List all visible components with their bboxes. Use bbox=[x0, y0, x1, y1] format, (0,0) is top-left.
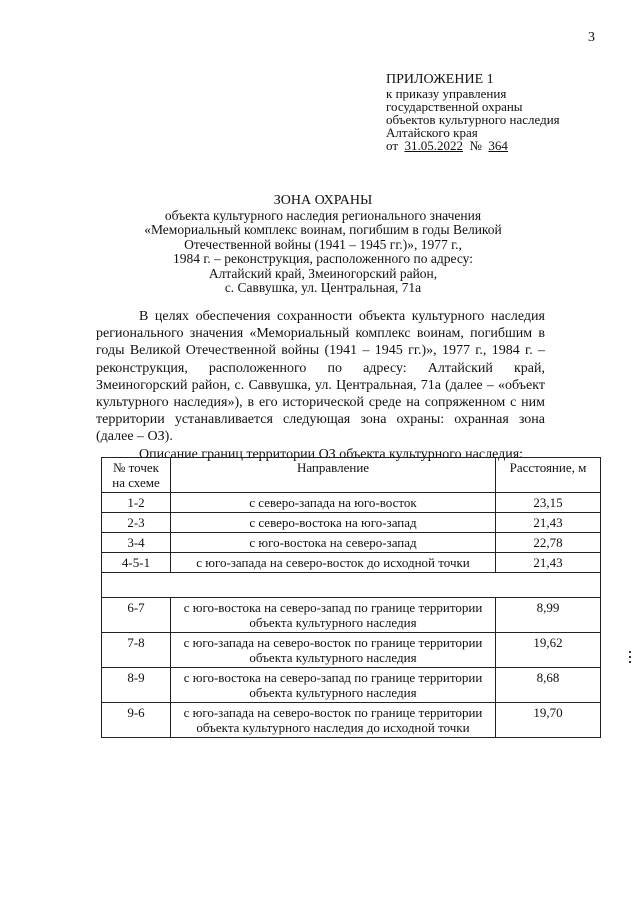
table-header-row bbox=[102, 458, 601, 493]
appendix-line: к приказу управления bbox=[386, 86, 507, 101]
document-title bbox=[100, 194, 546, 296]
cell-distance: 21,43 bbox=[496, 553, 601, 573]
header-points bbox=[102, 458, 171, 493]
intro-paragraph: В целях обеспечения сохранности объекта культурного наследия регионального значения «Мемориальный комплекс воинам, погибшим в годы Великой Отечественной войны (1941 – 1945 гг.)», 1977 г., 1984 г. – реконструкция, расположенного по адресу: Алтайский край, Змеиногорский район, с. Саввушка, ул. Центральная, 71а (далее – «объект культурного наследия»), в его исторической среде на сопряженном с ним территории устанавливается следующая зона охраны: охранная зона (далее – ОЗ). bbox=[96, 309, 545, 445]
title-line: 1984 г. – реконструкция, расположенного по адресу: bbox=[173, 251, 473, 266]
header-direction: Направление bbox=[171, 458, 496, 493]
appendix-header bbox=[386, 73, 560, 152]
cell-direction: с юго-востока на северо-запад bbox=[171, 533, 496, 553]
table-spacer-row bbox=[102, 573, 601, 598]
cell-distance: 21,43 bbox=[496, 513, 601, 533]
table-row bbox=[102, 633, 601, 668]
cell-direction: с северо-востока на юго-запад bbox=[171, 513, 496, 533]
number-sign: № bbox=[469, 138, 482, 153]
title-line: Алтайский край, Змеиногорский район, bbox=[208, 265, 438, 281]
header-distance: Расстояние, м bbox=[496, 458, 601, 493]
cell-distance: 22,78 bbox=[496, 533, 601, 553]
cell-distance: 19,62 bbox=[496, 633, 601, 668]
cell-points: 1-2 bbox=[102, 493, 171, 513]
order-number: 364 bbox=[488, 138, 508, 153]
table-row bbox=[102, 553, 601, 573]
cell-points: 2-3 bbox=[102, 513, 171, 533]
cell-direction: с северо-запада на юго-восток bbox=[171, 493, 496, 513]
cell-distance: 23,15 bbox=[496, 493, 601, 513]
appendix-title: ПРИЛОЖЕНИЕ 1 bbox=[386, 72, 494, 87]
cell-direction: с юго-востока на северо-запад по границе территории объекта культурного наследия bbox=[171, 598, 496, 633]
cell-distance: 8,99 bbox=[496, 598, 601, 633]
header-points-line1: № точек bbox=[113, 460, 159, 475]
appendix-date-line bbox=[386, 139, 560, 152]
cell-points: 9-6 bbox=[102, 703, 171, 738]
intro-text bbox=[96, 308, 545, 463]
cell-points: 4-5-1 bbox=[102, 553, 171, 573]
appendix-line: Алтайского края bbox=[386, 125, 478, 140]
table-row bbox=[102, 513, 601, 533]
cell-direction: с юго-запада на северо-восток по границе территории объекта культурного наследия до исходной точки bbox=[171, 703, 496, 738]
table-row bbox=[102, 493, 601, 513]
title-line: Отечественной войны (1941 – 1945 гг.)», 1977 г., bbox=[184, 236, 462, 252]
date-prefix: от bbox=[386, 138, 399, 153]
title-line: «Мемориальный комплекс воинам, погибшим в годы Великой bbox=[144, 222, 502, 237]
cell-direction: с юго-востока на северо-запад по границе территории объекта культурного наследия bbox=[171, 668, 496, 703]
table-row bbox=[102, 668, 601, 703]
cell-direction: с юго-запада на северо-восток до исходной точки bbox=[171, 553, 496, 573]
appendix-line: государственной охраны bbox=[386, 99, 523, 114]
table-caption: Описание границ территории ОЗ объекта культурного наследия: bbox=[139, 446, 524, 462]
title-line: с. Саввушка, ул. Центральная, 71а bbox=[224, 280, 422, 295]
cell-direction: с юго-запада на северо-восток по границе территории объекта культурного наследия bbox=[171, 633, 496, 668]
spacer-cell bbox=[102, 573, 601, 598]
appendix-line: объектов культурного наследия bbox=[386, 112, 560, 127]
cell-points: 7-8 bbox=[102, 633, 171, 668]
cell-points: 6-7 bbox=[102, 598, 171, 633]
cell-points: 3-4 bbox=[102, 533, 171, 553]
cell-points: 8-9 bbox=[102, 668, 171, 703]
title-zone: ЗОНА ОХРАНЫ bbox=[273, 193, 373, 208]
table-row bbox=[102, 703, 601, 738]
order-date: 31.05.2022 bbox=[404, 138, 464, 153]
cell-distance: 8,68 bbox=[496, 668, 601, 703]
page-number: 3 bbox=[588, 30, 595, 45]
title-line: объекта культурного наследия регионального значения bbox=[164, 207, 482, 223]
boundary-table bbox=[101, 457, 601, 738]
table-row bbox=[102, 533, 601, 553]
cell-distance: 19,70 bbox=[496, 703, 601, 738]
table-row bbox=[102, 598, 601, 633]
header-points-line2: на схеме bbox=[112, 475, 160, 490]
scan-edge-mark bbox=[629, 648, 632, 668]
